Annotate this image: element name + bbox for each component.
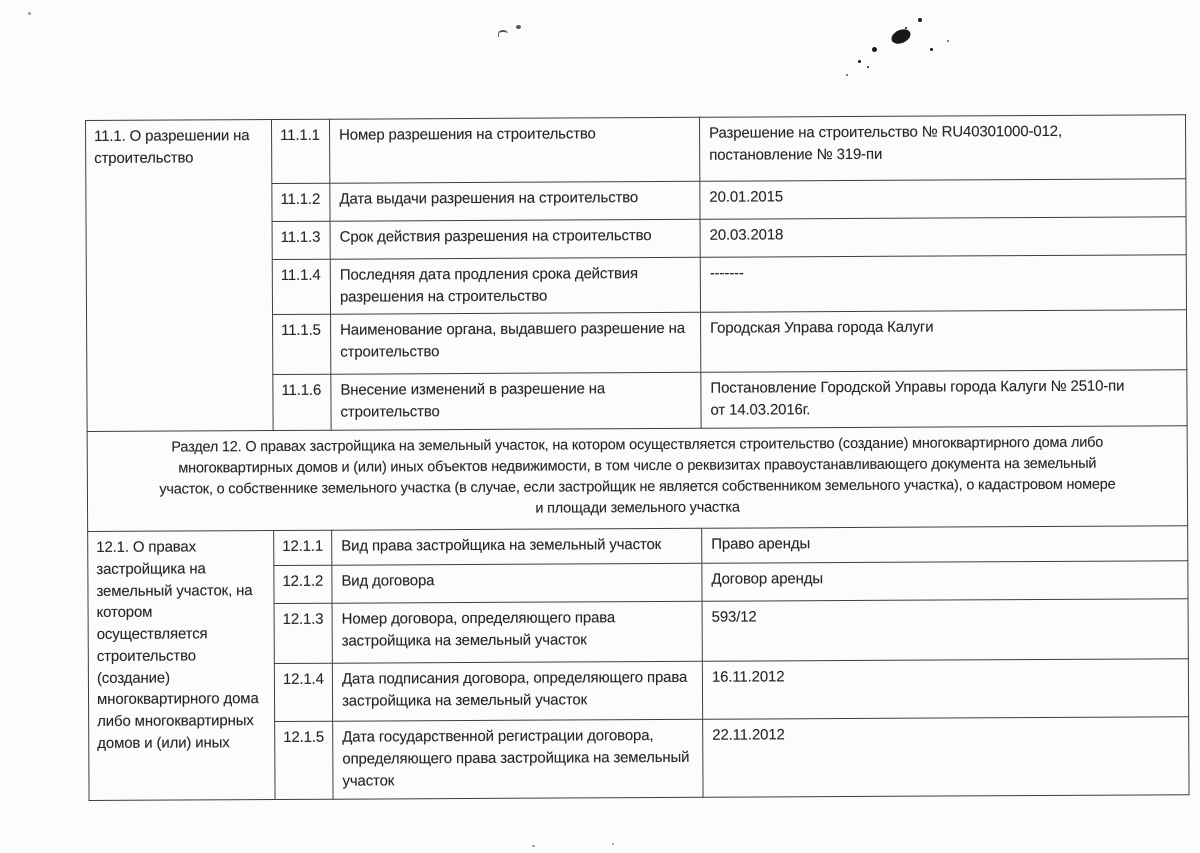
- row-number: 11.1.4: [272, 259, 330, 314]
- row-value: 20.01.2015: [700, 179, 1186, 220]
- ink-speck: [532, 845, 535, 847]
- row-number: 11.1.6: [273, 374, 331, 430]
- ink-speck: [846, 74, 848, 76]
- ink-speck: [905, 27, 907, 29]
- disclosure-table: [85, 114, 1190, 801]
- row-value: 22.11.2012: [703, 717, 1189, 798]
- row-label: Наименование органа, выдавшего разрешение на строительство: [331, 312, 701, 374]
- section-12-title: 12.1. О правах застройщика на земельный участок, на котором осуществляется строительство (создание) многоквартирного дома либо многоквартирных домов и (или) иных: [88, 531, 275, 801]
- row-value: -------: [700, 255, 1186, 313]
- row-value: Городская Управа города Калуги: [701, 310, 1187, 373]
- row-number: 12.1.2: [274, 565, 332, 603]
- ink-speck: [612, 843, 614, 845]
- ink-speck: [516, 25, 521, 29]
- row-number: 12.1.5: [275, 721, 333, 799]
- ink-speck: [28, 12, 31, 15]
- row-label: Вид договора: [332, 563, 702, 603]
- row-number: 12.1.1: [274, 530, 332, 565]
- row-label: Дата подписания договора, определяющего права застройщика на земельный участок: [332, 661, 702, 721]
- row-label: Номер разрешения на строительство: [329, 117, 699, 183]
- document-sheet: [85, 114, 1189, 801]
- row-number: 11.1.2: [272, 183, 330, 221]
- ink-speck: [498, 30, 508, 37]
- row-label: Последняя дата продления срока действия разрешения на строительство: [330, 257, 700, 314]
- row-label: Дата государственной регистрации договора, определяющего права застройщика на земельный участок: [333, 719, 703, 799]
- row-value: 20.03.2018: [700, 217, 1186, 258]
- section-11-title: 11.1. О разрешении на строительство: [86, 120, 274, 432]
- row-label: Номер договора, определяющего права застройщика на земельный участок: [332, 601, 702, 663]
- row-value: Договор аренды: [702, 561, 1188, 602]
- row-number: 12.1.4: [274, 663, 332, 721]
- row-value: Постановление Городской Управы города Калуги № 2510-пи от 14.03.2016г.: [701, 370, 1187, 429]
- row-value: Право аренды: [702, 526, 1188, 564]
- row-number: 11.1.3: [272, 221, 330, 259]
- ink-speck: [872, 47, 877, 52]
- ink-blob: [889, 26, 913, 46]
- ink-speck: [867, 66, 869, 68]
- row-number: 11.1.5: [273, 314, 331, 374]
- row-label: Вид права застройщика на земельный участок: [332, 528, 702, 565]
- section-12-header: Раздел 12. О правах застройщика на земельный участок, на котором осуществляется строительство (создание) многоквартирного дома либо многоквартирных домов и (или) иных объектов недвижимости, в том числе о реквизитах правоустанавливающего документа на земельный участок, о собственнике земельного участка (в случае, если застройщик не является собственником земельного участка), о кадастровом номере и площади земельного участка: [87, 426, 1188, 532]
- row-label: Срок действия разрешения на строительство: [330, 219, 700, 259]
- row-label: Дата выдачи разрешения на строительство: [330, 181, 700, 221]
- row-number: 11.1.1: [272, 119, 330, 183]
- row-label: Внесение изменений в разрешение на строительство: [331, 372, 701, 430]
- ink-speck: [947, 40, 949, 42]
- row-value: 593/12: [702, 599, 1188, 662]
- row-number: 12.1.3: [274, 603, 332, 663]
- row-value: Разрешение на строительство № RU40301000-012, постановление № 319-пи: [699, 115, 1185, 182]
- ink-speck: [858, 60, 861, 63]
- ink-speck: [930, 48, 933, 51]
- row-value: 16.11.2012: [702, 659, 1188, 720]
- ink-speck: [918, 18, 922, 22]
